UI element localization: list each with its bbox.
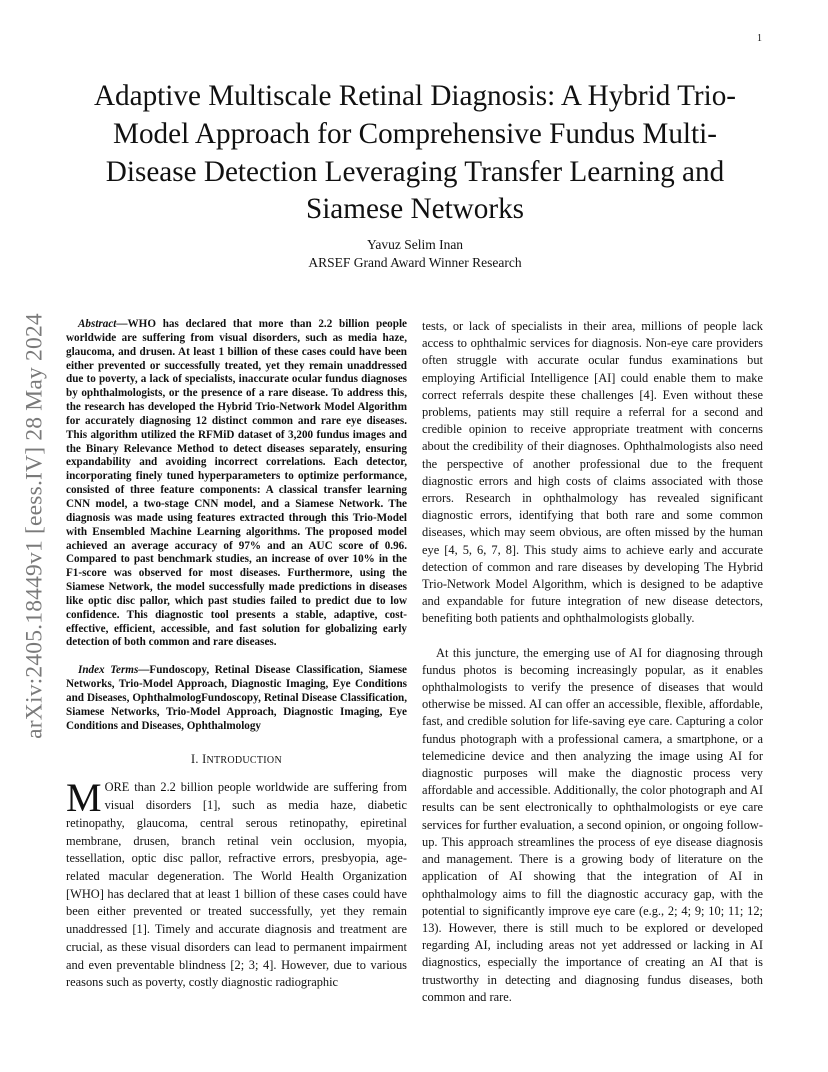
abstract-text: —WHO has declared that more than 2.2 billion people worldwide are suffering from visual disorders, such as media haze, glaucoma, and drusen. At least 1 billion of these cases could have been either prevented or successfully treated, yet they remain unaddressed due to poverty, a lack of specialists, inaccurate ocular fundus diagnoses by ophthalmologists, or the presence of a rare disease. To address this, the research has developed the Hybrid Trio-Network Model Algorithm for accurately diagnosing 12 distinct common and rare eye diseases. This algorithm utilized the RFMiD dataset of 3,200 fundus images and the Binary Relevance Method to detect diseases separately, ensuring expandability and avoiding incorrect correlations. Each detector, incorporating finely tuned hyperparameters to optimize performance, consisted of three feature components: A classical transfer learning CNN model, a two-stage CNN model, and a Siamese Network. The diagnosis was made using features extracted through this Trio-Model with Ensembled Machine Learning algorithms. The proposed model achieved an average accuracy of 97% and an AUC score of 0.96. Compared to past benchmark studies, an increase of over 10% in the F1-score was observed for most diseases. Furthermore, using the Siamese Network, the model successfully made predictions in diseases like optic disc pallor, which past studies failed to predict due to low confidence. This diagnostic tool presents a stable, adaptive, cost-effective, efficient, accessible, and fast solution for globalizing early detection of both common and rare diseases. xyxy=(66,318,407,649)
dropcap-letter: M xyxy=(66,775,102,821)
intro-paragraph-continued: tests, or lack of specialists in their area, millions of people lack access to ophthalmic services for diagnosis. Non-eye care providers often struggle with accurate ocular fundus examinations but employing Artificial Intelligence [AI] could enable them to make correct referrals despite these challenges [4]. Even without these problems, patients may still require a referral for a second and credible opinion to receive appropriate treatment with concerns about the credibility of their diagnoses. Ophthalmologists also need the perspective of another professional due to the frequent diagnostic errors and high costs of claims associated with those errors. Research in ophthalmology has revealed significant diagnostic errors, identifying that both rare and some common diseases, which may seem obvious, are often missed by the human eye [4, 5, 6, 7, 8]. This study aims to achieve early and accurate detection of common and rare diseases by developing The Hybrid Trio-Network Model Algorithm, which is designed to be adaptive and expandable for future integration of new disease detectors, benefiting both patients and ophthalmologists globally. xyxy=(422,319,763,626)
author-affiliation: ARSEF Grand Award Winner Research xyxy=(308,255,522,270)
arxiv-identifier-stamp xyxy=(20,278,50,773)
index-terms xyxy=(66,664,407,733)
author-name: Yavuz Selim Inan xyxy=(366,237,464,252)
section-title-initial: I xyxy=(202,752,207,767)
right-column xyxy=(422,318,763,1006)
intro-paragraph-1 xyxy=(66,775,407,991)
paper-title: Adaptive Multiscale Retinal Diagnosis: A Hybrid Trio-Model Approach for Comprehensive Fundus Multi-Disease Detection Leveraging Transfer Learning and Siamese Networks xyxy=(93,80,737,226)
intro-paragraph-2: At this juncture, the emerging use of AI for diagnosing through fundus photos is becoming increasingly popular, as it enables ophthalmologists to verify the presence of diseases that would otherwise be missed. AI can offer an accessible, flexible, affordable, fast, and credible solution for life-saving eye care. Capturing a color fundus photograph with a professional camera, a smartphone, or a telemedicine device and then analyzing the image using AI for diagnostic purposes will make the diagnostic process very affordable and accessible. Additionally, the color photograph and AI results can be sent electronically to ophthalmologists or eye care services for further evaluation, a second opinion, or ongoing follow-up. This approach streamlines the process of eye disease diagnosis and management. There is a growing body of literature on the application of AI showing that the integration of AI in ophthalmology aims to fill the diagnostic accuracy gap, with the potential to significantly improve eye care (e.g., 2; 4; 9; 10; 11; 12; 13). However, there is still much to be explored or developed regarding AI, including areas not yet addressed or lacking in AI diagnostics, especially the importance of creating an AI that is trustworthy in detecting and diagnosing fundus diseases, both common and rare. xyxy=(422,645,763,1004)
intro-paragraph-1-text: ORE than 2.2 billion people worldwide are suffering from visual disorders [1], such as media haze, diabetic retinopathy, glaucoma, central serous retinopathy, epiretinal membrane, drusen, branch retinal vein occlusion, myopia, tessellation, optic disc pallor, refractive errors, presbyopia, age-related macular degeneration. The World Health Organization [WHO] has declared that at least 1 billion of these cases could have been either prevented or treated successfully, yet they remain unaddressed [1]. Timely and accurate diagnosis and treatment are crucial, as these visual disorders can lead to permanent impairment and even preventable blindness [2; 3; 4]. However, due to various reasons such as poverty, costly diagnostic radiographic xyxy=(66,780,407,990)
left-column xyxy=(66,318,407,992)
abstract-label: Abstract xyxy=(78,318,117,330)
section-heading-introduction xyxy=(66,752,407,767)
section-number: I. xyxy=(191,752,199,767)
arxiv-identifier-text: arXiv:2405.18449v1 [eess.IV] 28 May 2024 xyxy=(21,312,48,739)
page-number: 1 xyxy=(757,33,762,44)
abstract xyxy=(66,318,407,650)
index-terms-text: —Fundoscopy, Retinal Disease Classification, Siamese Networks, Trio-Model Approach, Diagnostic Imaging, Eye Conditions and Diseases, OphthalmologFundoscopy, Retinal Disease Classification, Siamese Networks, Trio-Model Approach, Diagnostic Imaging, Eye Conditions and Diseases, Ophthalmology xyxy=(66,664,407,732)
author-block xyxy=(70,236,760,272)
index-terms-label: Index Terms xyxy=(78,664,139,677)
section-title-rest: NTRODUCTION xyxy=(206,755,282,767)
